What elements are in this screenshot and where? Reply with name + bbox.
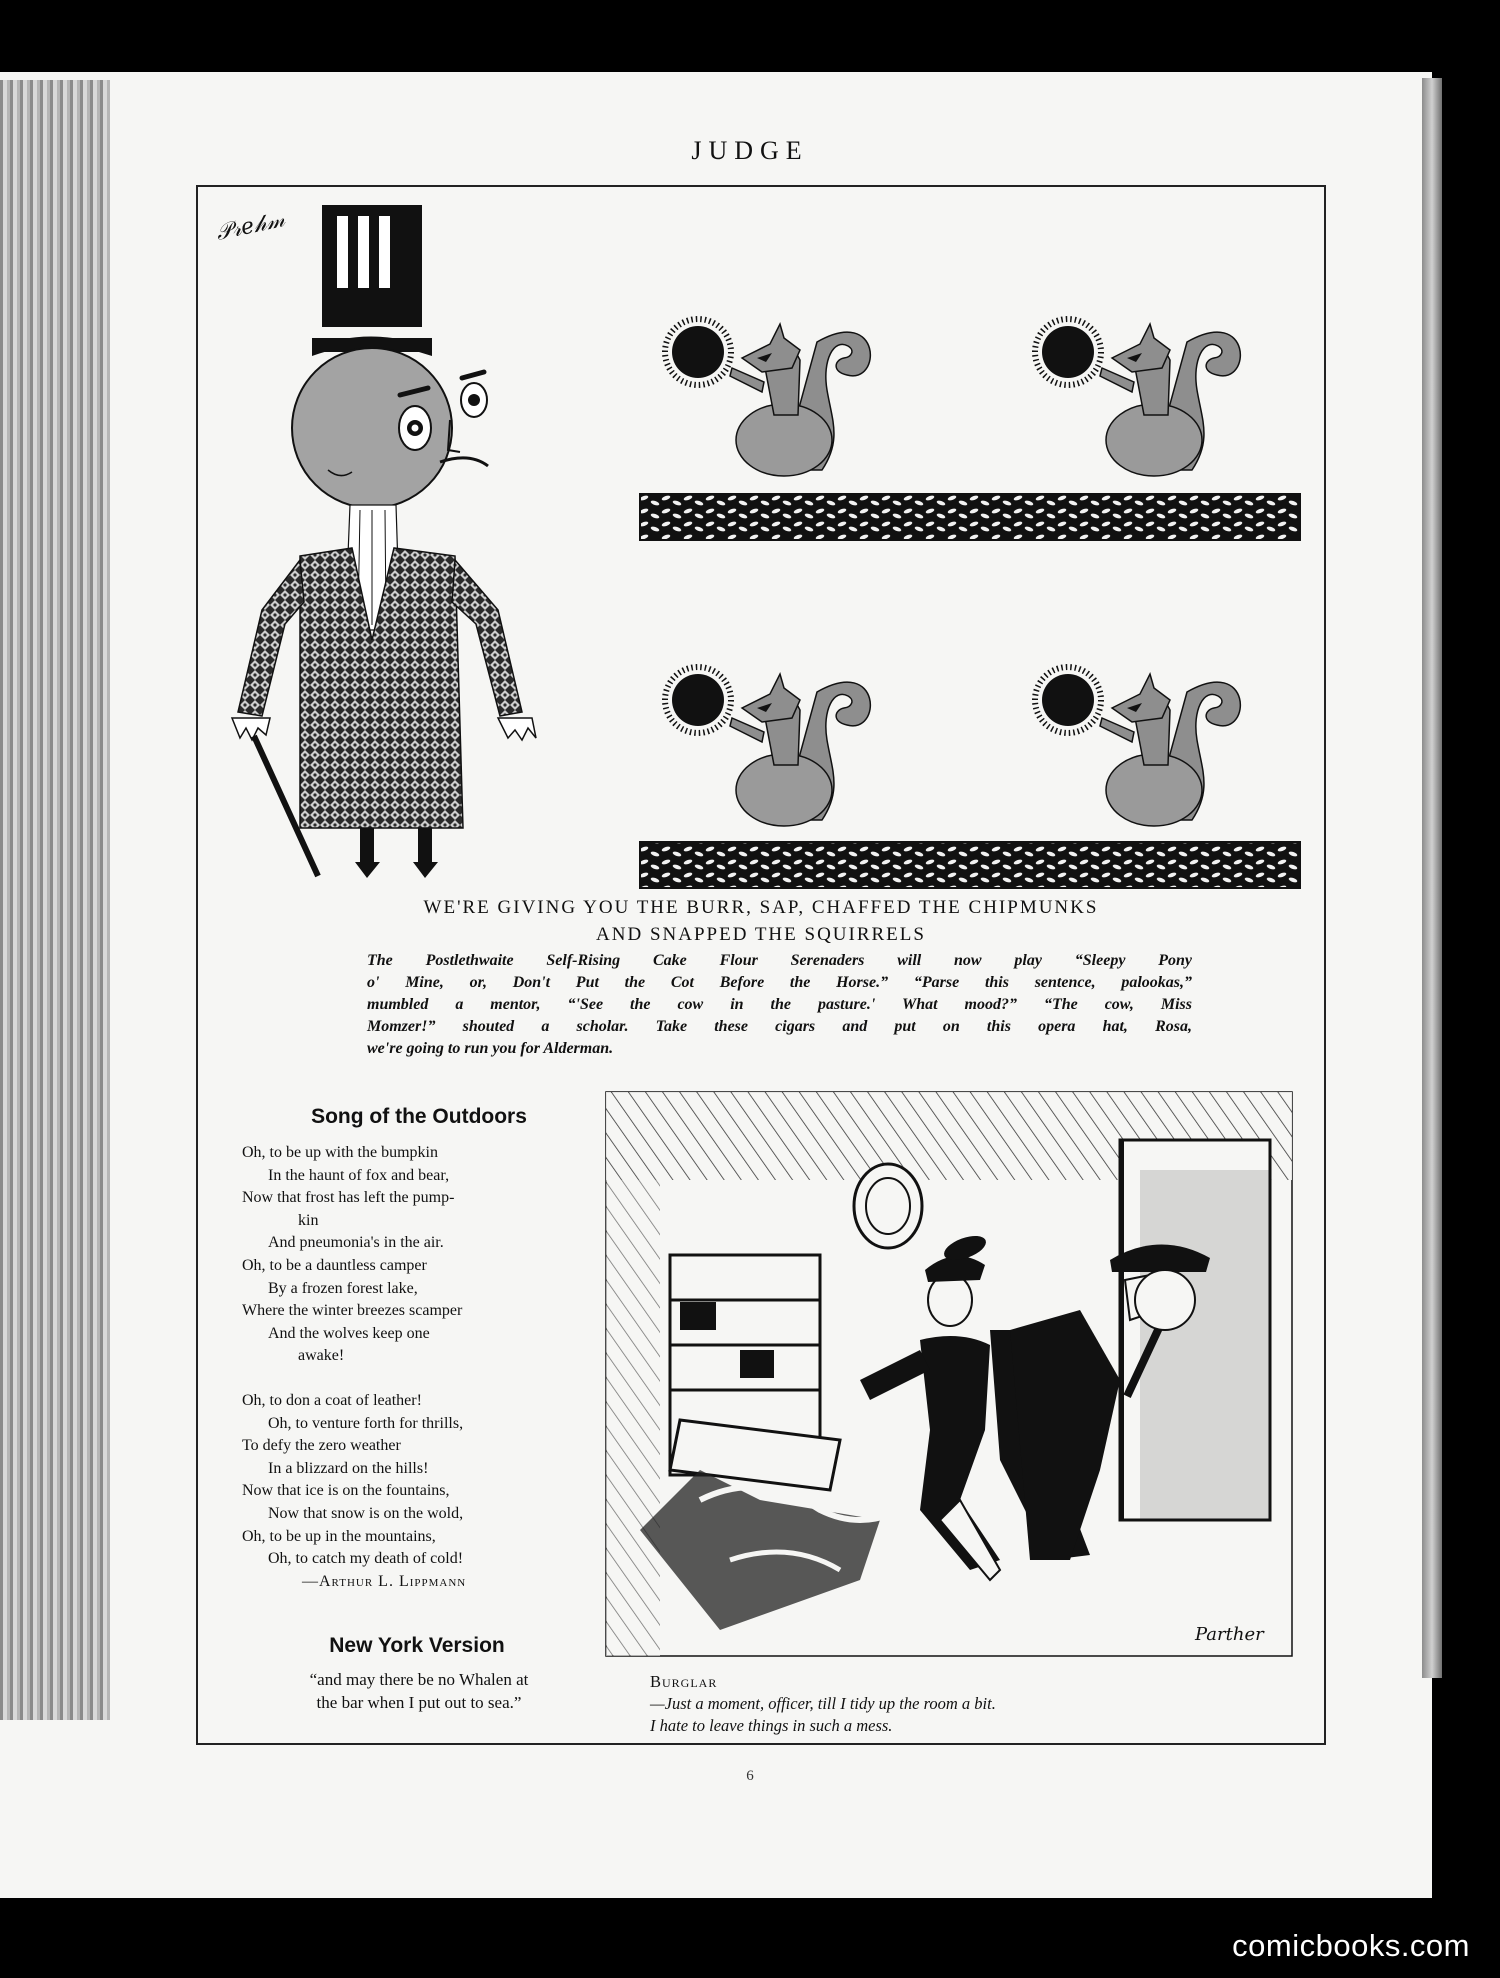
poem-line: By a frozen forest lake, <box>268 1279 418 1297</box>
top-caption-title-line: AND SNAPPED THE SQUIRRELS <box>596 924 926 945</box>
top-caption-title-line: WE'RE GIVING YOU THE BURR, SAP, CHAFFED THE CHIPMUNKS <box>423 897 1099 918</box>
poem-line: In a blizzard on the hills! <box>268 1459 429 1477</box>
top-caption-body <box>367 950 1192 1060</box>
poem-author: —Arthur L. Lippmann <box>302 1572 467 1590</box>
svg-text:𝒫𝓇𝑒𝒽𝓂: 𝒫𝓇𝑒𝒽𝓂 <box>214 206 288 246</box>
cartoon-caption-line-2: I hate to leave things in such a mess. <box>650 1716 893 1735</box>
poem-line: Oh, to don a coat of leather! <box>242 1391 422 1409</box>
top-caption-body-line: The Postlethwaite Self-Rising Cake Flour Serenaders will now play “Sleepy Pony <box>367 952 1192 969</box>
poem-line: Where the winter breezes scamper <box>242 1302 463 1320</box>
cartoon-caption-text: —Just a moment, officer, till I tidy up the room a bit. <box>650 1694 996 1713</box>
top-caption-body-line: we're going to run you for Alderman. <box>367 1040 614 1057</box>
poem-line: And the wolves keep one <box>268 1324 430 1342</box>
poem-line: Oh, to be up with the bumpkin <box>242 1144 438 1161</box>
top-caption-body-line: Momzer!” shouted a scholar. Take these cigars and put on this opera hat, Rosa, <box>367 1018 1192 1035</box>
cartoon-speaker: Burglar <box>650 1672 718 1691</box>
top-caption-body-line: mumbled a mentor, “'See the cow in the pasture.' What mood?” “The cow, Miss <box>367 996 1192 1013</box>
version-line: the bar when I put out to sea.” <box>316 1693 522 1712</box>
poem-line: To defy the zero weather <box>242 1437 401 1455</box>
poem-line: Oh, to be up in the mountains, <box>242 1527 436 1545</box>
poem-line: Now that frost has left the pump- <box>242 1189 455 1207</box>
stanza-gap <box>242 1368 578 1390</box>
version-line: “and may there be no Whalen at <box>309 1670 529 1689</box>
poem-line: And pneumonia's in the air. <box>268 1234 444 1252</box>
cartoon-caption-line-1 <box>650 1671 996 1715</box>
poem-line: Oh, to be a dauntless camper <box>242 1256 427 1274</box>
poem-line: Oh, to venture forth for thrills, <box>268 1414 464 1432</box>
masthead: JUDGE <box>691 136 809 165</box>
svg-text:Parther: Parther <box>1195 1624 1264 1645</box>
version-title: New York Version <box>329 1634 505 1657</box>
poem-line: awake! <box>298 1347 345 1365</box>
version-text <box>244 1668 594 1714</box>
cartoon-caption <box>650 1671 996 1737</box>
poem-line: Now that ice is on the fountains, <box>242 1482 450 1500</box>
top-caption-title <box>196 894 1326 948</box>
poem-line: Now that snow is on the wold, <box>268 1504 464 1522</box>
poem-line: In the haunt of fox and bear, <box>268 1166 450 1184</box>
poem-text <box>242 1142 578 1593</box>
page-number: 6 <box>746 1768 754 1784</box>
poem-line: Oh, to catch my death of cold! <box>268 1550 464 1568</box>
top-caption-body-line: o' Mine, or, Don't Put the Cot Before the Horse.” “Parse this sentence, palookas,” <box>367 974 1192 991</box>
site-watermark: comicbooks.com <box>1232 1928 1470 1963</box>
poem-line: kin <box>298 1211 319 1229</box>
poem-title: Song of the Outdoors <box>311 1105 527 1128</box>
